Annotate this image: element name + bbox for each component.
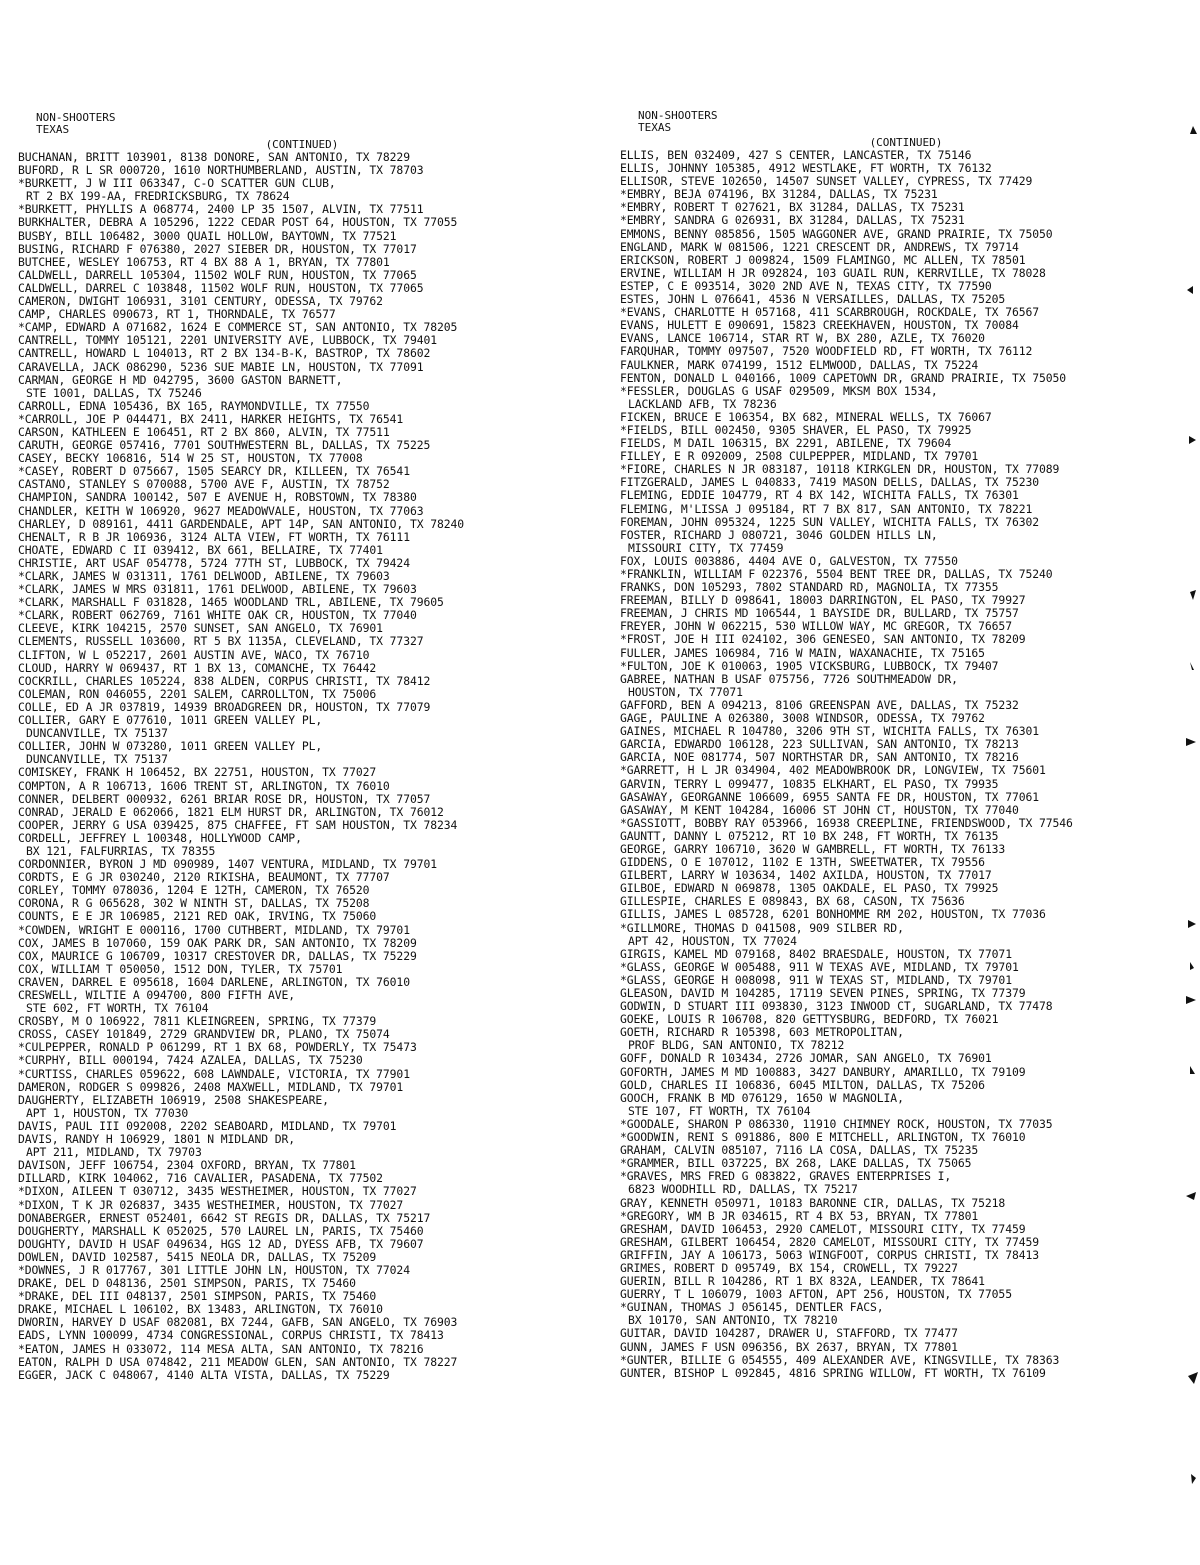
directory-entry: COLLIER, GARY E 077610, 1011 GREEN VALLEY PL,: [18, 713, 323, 728]
directory-entry: FITZGERALD, JAMES L 040833, 7419 MASON DELLS, DALLAS, TX 75230: [620, 475, 1039, 490]
directory-entry: CANTRELL, TOMMY 105121, 2201 UNIVERSITY AVE, LUBBOCK, TX 79401: [18, 333, 437, 348]
directory-entry: GABREE, NATHAN B USAF 075756, 7726 SOUTHMEADOW DR,: [620, 671, 958, 686]
right-header: [620, 110, 1192, 134]
directory-entry: STE 1001, DALLAS, TX 75246: [26, 385, 202, 400]
directory-entry: GRAHAM, CALVIN 085107, 7116 LA COSA, DALLAS, TX 75235: [620, 1143, 979, 1158]
directory-entry: FOX, LOUIS 003886, 4404 AVE O, GALVESTON, TX 77550: [620, 553, 958, 568]
directory-entry: *GARRETT, H L JR 034904, 402 MEADOWBROOK DR, LONGVIEW, TX 75601: [620, 763, 1046, 778]
directory-entry: *CLARK, JAMES W 031311, 1761 DELWOOD, ABILENE, TX 79603: [18, 569, 390, 583]
directory-entry: *GASSIOTT, BOBBY RAY 053966, 16938 CREEPLINE, FRIENDSWOOD, TX 77546: [620, 815, 1073, 830]
directory-entry: COOPER, JERRY G USA 039425, 875 CHAFFEE, FT SAM HOUSTON, TX 78234: [18, 817, 458, 832]
directory-entry: CROSS, CASEY 101849, 2729 GRANDVIEW DR, PLANO, TX 75074: [18, 1027, 390, 1042]
directory-entry: GRIMES, ROBERT D 095749, BX 154, CROWELL, TX 79227: [620, 1260, 958, 1275]
directory-entry: EVANS, HULETT E 090691, 15823 CREEKHAVEN, HOUSTON, TX 70084: [620, 318, 1019, 333]
directory-entry: GRESHAM, GILBERT 106454, 2820 CAMELOT, MISSOURI CITY, TX 77459: [620, 1234, 1039, 1249]
directory-entry: CLEMENTS, RUSSELL 103600, RT 5 BX 1135A, CLEVELAND, TX 77327: [18, 634, 424, 649]
directory-entry: DRAKE, MICHAEL L 106102, BX 13483, ARLINGTON, TX 76010: [18, 1302, 383, 1317]
directory-entry: HOUSTON, TX 77071: [628, 684, 743, 699]
margin-arrow-mark: [1189, 436, 1196, 444]
directory-entry: *CURPHY, BILL 000194, 7424 AZALEA, DALLAS, TX 75230: [18, 1053, 363, 1068]
directory-entry: GAUNTT, DANNY L 075212, RT 10 BX 248, FT WORTH, TX 76135: [620, 828, 999, 843]
margin-arrow-mark: [1186, 738, 1196, 746]
section-title: NON-SHOOTERS: [36, 111, 116, 124]
directory-entry: CHAMPION, SANDRA 100142, 507 E AVENUE H, ROBSTOWN, TX 78380: [18, 490, 417, 505]
directory-entry: CAMP, CHARLES 090673, RT 1, THORNDALE, TX 76577: [18, 307, 336, 322]
directory-entry: EADS, LYNN 100099, 4734 CONGRESSIONAL, CORPUS CHRISTI, TX 78413: [18, 1328, 444, 1343]
directory-entry: BX 121, FALFURRIAS, TX 78355: [26, 843, 216, 858]
directory-entry: FLEMING, M'LISSA J 095184, RT 7 BX 817, SAN ANTONIO, TX 78221: [620, 501, 1033, 516]
directory-entry: GUITAR, DAVID 104287, DRAWER U, STAFFORD, TX 77477: [620, 1326, 958, 1341]
directory-entry: *GRAMMER, BILL 037225, BX 268, LAKE DALLAS, TX 75065: [620, 1156, 972, 1171]
directory-entry: GRIFFIN, JAY A 106173, 5063 WINGFOOT, CORPUS CHRISTI, TX 78413: [620, 1247, 1039, 1262]
directory-entry: DOWLEN, DAVID 102587, 5415 NEOLA DR, DALLAS, TX 75209: [18, 1249, 377, 1264]
left-header: [18, 112, 586, 136]
directory-entry: GUERIN, BILL R 104286, RT 1 BX 832A, LEANDER, TX 78641: [620, 1274, 985, 1289]
directory-entry: GUERRY, T L 106079, 1003 AFTON, APT 256, HOUSTON, TX 77055: [620, 1287, 1012, 1302]
directory-entry: BX 10170, SAN ANTONIO, TX 78210: [628, 1313, 838, 1328]
directory-entry: CALDWELL, DARRELL 105304, 11502 WOLF RUN, HOUSTON, TX 77065: [18, 267, 417, 282]
margin-arrow-mark: [1188, 920, 1196, 928]
directory-entry: DONABERGER, ERNEST 052401, 6642 ST REGIS DR, DALLAS, TX 75217: [18, 1210, 431, 1225]
directory-entry: GOFORTH, JAMES M MD 100883, 3427 DANBURY, AMARILLO, TX 79109: [620, 1064, 1026, 1079]
directory-entry: *GUNTER, BILLIE G 054555, 409 ALEXANDER AVE, KINGSVILLE, TX 78363: [620, 1352, 1060, 1367]
directory-entry: BUSBY, BILL 106482, 3000 QUAIL HOLLOW, BAYTOWN, TX 77521: [18, 228, 397, 243]
directory-entry: DAVISON, JEFF 106754, 2304 OXFORD, BRYAN, TX 77801: [18, 1158, 356, 1173]
margin-arrow-mark: [1187, 286, 1193, 294]
directory-entry: MISSOURI CITY, TX 77459: [628, 540, 784, 555]
margin-arrow-mark: [1191, 1474, 1196, 1484]
directory-entry: DAUGHERTY, ELIZABETH 106919, 2508 SHAKESPEARE,: [18, 1092, 329, 1107]
scan-margin-marks: [1184, 0, 1200, 1565]
directory-entry: DOUGHTY, DAVID H USAF 049634, HGS 12 AD, DYESS AFB, TX 79607: [18, 1236, 424, 1251]
directory-entry: CORLEY, TOMMY 078036, 1204 E 12TH, CAMERON, TX 76520: [18, 883, 370, 898]
directory-entry: FLEMING, EDDIE 104779, RT 4 BX 142, WICHITA FALLS, TX 76301: [620, 488, 1019, 503]
directory-entry: CARROLL, EDNA 105436, BX 165, RAYMONDVILLE, TX 77550: [18, 398, 370, 413]
directory-entry: GODWIN, D STUART III 093830, 3123 INWOOD CT, SUGARLAND, TX 77478: [620, 999, 1053, 1014]
directory-entry: *FIORE, CHARLES N JR 083187, 10118 KIRKGLEN DR, HOUSTON, TX 77089: [620, 462, 1060, 477]
directory-entry: FREEMAN, BILLY D 098641, 18003 DARRINGTON, EL PASO, TX 79927: [620, 593, 1026, 608]
directory-entry: FARQUHAR, TOMMY 097507, 7520 WOODFIELD RD, FT WORTH, TX 76112: [620, 344, 1033, 359]
directory-entry: COUNTS, E E JR 106985, 2121 RED OAK, IRVING, TX 75060: [18, 909, 377, 924]
directory-entry: GIRGIS, KAMEL MD 079168, 8402 BRAESDALE, HOUSTON, TX 77071: [620, 946, 1012, 961]
directory-entry: CORDTS, E G JR 030240, 2120 RIKISHA, BEAUMONT, TX 77707: [18, 870, 390, 885]
right-column: [620, 110, 1192, 1380]
directory-entry: COLEMAN, RON 046055, 2201 SALEM, CARROLLTON, TX 75006: [18, 686, 377, 701]
directory-entry: ENGLAND, MARK W 081506, 1221 CRESCENT DR, ANDREWS, TX 79714: [620, 239, 1019, 254]
directory-entry: CORONA, R G 065628, 302 W NINTH ST, DALLAS, TX 75208: [18, 896, 370, 911]
directory-entry: CONNER, DELBERT 000932, 6261 BRIAR ROSE DR, HOUSTON, TX 77057: [18, 791, 431, 806]
directory-entry: CHENALT, R B JR 106936, 3124 ALTA VIEW, FT WORTH, TX 76111: [18, 529, 410, 544]
directory-entry: *FIELDS, BILL 002450, 9305 SHAVER, EL PASO, TX 79925: [620, 422, 972, 437]
directory-entry: FREYER, JOHN W 062215, 530 WILLOW WAY, MC GREGOR, TX 76657: [620, 619, 1012, 634]
directory-entry: *EMBRY, ROBERT T 027621, BX 31284, DALLAS, TX 75231: [620, 200, 965, 215]
margin-arrow-mark: [1186, 1192, 1196, 1200]
directory-entry: DUNCANVILLE, TX 75137: [26, 726, 168, 741]
directory-entry: *CLARK, MARSHALL F 031828, 1465 WOODLAND TRL, ABILENE, TX 79605: [18, 595, 444, 610]
directory-entry: DAMERON, RODGER S 099826, 2408 MAXWELL, MIDLAND, TX 79701: [18, 1079, 404, 1094]
directory-entry: CLEEVE, KIRK 104215, 2570 SUNSET, SAN ANGELO, TX 76901: [18, 621, 383, 636]
directory-entry: *EMBRY, SANDRA G 026931, BX 31284, DALLAS, TX 75231: [620, 213, 965, 228]
directory-entry: *EMBRY, BEJA 074196, BX 31284, DALLAS, TX 75231: [620, 187, 938, 202]
directory-entry: GOFF, DONALD R 103434, 2726 JOMAR, SAN ANGELO, TX 76901: [620, 1051, 992, 1066]
directory-entry: STE 602, FT WORTH, TX 76104: [26, 1001, 209, 1016]
directory-entry: COMISKEY, FRANK H 106452, BX 22751, HOUSTON, TX 77027: [18, 765, 377, 780]
directory-entry: FULLER, JAMES 106984, 716 W MAIN, WAXANACHIE, TX 75165: [620, 645, 985, 660]
directory-entry: ERICKSON, ROBERT J 009824, 1509 FLAMINGO, MC ALLEN, TX 78501: [620, 252, 1026, 267]
directory-entry: GARVIN, TERRY L 099477, 10835 ELKHART, EL PASO, TX 79935: [620, 776, 999, 791]
directory-entry: GAFFORD, BEN A 094213, 8106 GREENSPAN AVE, DALLAS, TX 75232: [620, 697, 1019, 712]
directory-entry: FRANKS, DON 105293, 7802 STANDARD RD, MAGNOLIA, TX 77355: [620, 580, 999, 595]
directory-entry: CAMERON, DWIGHT 106931, 3101 CENTURY, ODESSA, TX 79762: [18, 294, 383, 309]
margin-arrow-mark: [1190, 962, 1194, 970]
directory-entry: PROF BLDG, SAN ANTONIO, TX 78212: [628, 1038, 845, 1053]
directory-entry: CANTRELL, HOWARD L 104013, RT 2 BX 134-B-K, BASTROP, TX 78602: [18, 346, 431, 361]
directory-entry: CARUTH, GEORGE 057416, 7701 SOUTHWESTERN BL, DALLAS, TX 75225: [18, 438, 431, 453]
directory-entry: COX, MAURICE G 106709, 10317 CRESTOVER DR, DALLAS, TX 75229: [18, 948, 417, 963]
directory-entry: *CLARK, JAMES W MRS 031811, 1761 DELWOOD, ABILENE, TX 79603: [18, 582, 417, 597]
directory-entry: *BURKETT, J W III 063347, C-O SCATTER GUN CLUB,: [18, 176, 336, 191]
directory-entry: GILBERT, LARRY W 103634, 1402 AXILDA, HOUSTON, TX 77017: [620, 868, 992, 883]
directory-entry: CHOATE, EDWARD C II 039412, BX 661, BELLAIRE, TX 77401: [18, 542, 383, 557]
directory-entry: *EATON, JAMES H 033072, 114 MESA ALTA, SAN ANTONIO, TX 78216: [18, 1341, 424, 1356]
directory-entry: *GILLMORE, THOMAS D 041508, 909 SILBER RD,: [620, 920, 904, 935]
directory-entry: DRAKE, DEL D 048136, 2501 SIMPSON, PARIS, TX 75460: [18, 1276, 356, 1291]
directory-entry: FENTON, DONALD L 040166, 1009 CAPETOWN DR, GRAND PRAIRIE, TX 75050: [620, 370, 1067, 385]
directory-entry: GARCIA, EDWARDO 106128, 223 SULLIVAN, SAN ANTONIO, TX 78213: [620, 737, 1019, 752]
directory-entry: COX, WILLIAM T 050050, 1512 DON, TYLER, TX 75701: [18, 961, 343, 976]
margin-arrow-mark: [1190, 126, 1197, 134]
directory-entry: APT 1, HOUSTON, TX 77030: [26, 1105, 189, 1120]
directory-entry: CORDELL, JEFFREY L 100348, HOLLYWOOD CAMP,: [18, 830, 302, 845]
margin-arrow-mark: [1190, 662, 1194, 670]
directory-entry: CLOUD, HARRY W 069437, RT 1 BX 13, COMANCHE, TX 76442: [18, 660, 377, 675]
section-title: NON-SHOOTERS: [638, 109, 718, 122]
directory-entry: BUTCHEE, WESLEY 106753, RT 4 BX 88 A 1, BRYAN, TX 77801: [18, 254, 390, 269]
directory-entry: FAULKNER, MARK 074199, 1512 ELMWOOD, DALLAS, TX 75224: [620, 357, 979, 372]
directory-entry: GASAWAY, M KENT 104284, 16006 ST JOHN CT, HOUSTON, TX 77040: [620, 802, 1019, 817]
directory-entry: FICKEN, BRUCE E 106354, BX 682, MINERAL WELLS, TX 76067: [620, 409, 992, 424]
directory-entry: *GLASS, GEORGE W 005488, 911 W TEXAS AVE, MIDLAND, TX 79701: [620, 959, 1019, 974]
directory-entry: ELLIS, JOHNNY 105385, 4912 WESTLAKE, FT WORTH, TX 76132: [620, 161, 992, 176]
directory-entry: CARMAN, GEORGE H MD 042795, 3600 GASTON BARNETT,: [18, 372, 343, 387]
directory-entry: GUNN, JAMES F USN 096356, BX 2637, BRYAN, TX 77801: [620, 1339, 958, 1354]
directory-entry: COLLE, ED A JR 037819, 14939 BROADGREEN DR, HOUSTON, TX 77079: [18, 699, 431, 714]
directory-entry: CONRAD, JERALD E 062066, 1821 ELM HURST DR, ARLINGTON, TX 76012: [18, 804, 444, 819]
directory-entry: CASTANO, STANLEY S 070088, 5700 AVE F, AUSTIN, TX 78752: [18, 477, 390, 492]
directory-entry: *DOWNES, J R 017767, 301 LITTLE JOHN LN, HOUSTON, TX 77024: [18, 1262, 410, 1277]
directory-entry: BUFORD, R L SR 000720, 1610 NORTHUMBERLAND, AUSTIN, TX 78703: [18, 163, 424, 178]
directory-entry: CASEY, BECKY 106816, 514 W 25 ST, HOUSTON, TX 77008: [18, 451, 363, 466]
left-column: [18, 112, 586, 1382]
entry-list: [620, 149, 1192, 1380]
directory-entry: *CURTISS, CHARLES 059622, 608 LAWNDALE, VICTORIA, TX 77901: [18, 1066, 410, 1081]
directory-entry: GILLIS, JAMES L 085728, 6201 BONHOMME RM 202, HOUSTON, TX 77036: [620, 907, 1046, 922]
directory-entry: DOUGHERTY, MARSHALL K 052025, 570 LAUREL LN, PARIS, TX 75460: [18, 1223, 424, 1238]
directory-entry: *FROST, JOE H III 024102, 306 GENESEO, SAN ANTONIO, TX 78209: [620, 632, 1026, 647]
directory-entry: *CLARK, ROBERT 062769, 7161 WHITE OAK CR, HOUSTON, TX 77040: [18, 608, 417, 623]
directory-entry: GOETH, RICHARD R 105398, 603 METROPOLITAN,: [620, 1025, 904, 1040]
directory-entry: *CARROLL, JOE P 044471, BX 2411, HARKER HEIGHTS, TX 76541: [18, 411, 404, 426]
directory-entry: FIELDS, M DAIL 106315, BX 2291, ABILENE, TX 79604: [620, 436, 952, 451]
directory-entry: GIDDENS, O E 107012, 1102 E 13TH, SWEETWATER, TX 79556: [620, 855, 985, 870]
directory-entry: *DRAKE, DEL III 048137, 2501 SIMPSON, PARIS, TX 75460: [18, 1289, 377, 1304]
directory-entry: GILLESPIE, CHARLES E 089843, BX 68, CASON, TX 75636: [620, 894, 965, 909]
state-title: TEXAS: [638, 121, 672, 134]
directory-entry: CORDONNIER, BYRON J MD 090989, 1407 VENTURA, MIDLAND, TX 79701: [18, 857, 437, 872]
directory-entry: GUNTER, BISHOP L 092845, 4816 SPRING WILLOW, FT WORTH, TX 76109: [620, 1365, 1046, 1380]
directory-entry: EGGER, JACK C 048067, 4140 ALTA VISTA, DALLAS, TX 75229: [18, 1367, 390, 1382]
directory-entry: *DIXON, T K JR 026837, 3435 WESTHEIMER, HOUSTON, TX 77027: [18, 1197, 404, 1212]
directory-entry: GILBOE, EDWARD N 069878, 1305 OAKDALE, EL PASO, TX 79925: [620, 881, 999, 896]
directory-entry: BUCHANAN, BRITT 103901, 8138 DONORE, SAN ANTONIO, TX 78229: [18, 150, 410, 164]
directory-entry: APT 42, HOUSTON, TX 77024: [628, 933, 797, 948]
directory-entry: *CASEY, ROBERT D 075667, 1505 SEARCY DR, KILLEEN, TX 76541: [18, 464, 410, 479]
directory-entry: CROSBY, M O 106922, 7811 KLEINGREEN, SPRING, TX 77379: [18, 1014, 377, 1029]
directory-entry: *GUINAN, THOMAS J 056145, DENTLER FACS,: [620, 1300, 884, 1315]
directory-entry: *CAMP, EDWARD A 071682, 1624 E COMMERCE ST, SAN ANTONIO, TX 78205: [18, 320, 458, 335]
directory-entry: STE 107, FT WORTH, TX 76104: [628, 1103, 811, 1118]
directory-entry: ESTEP, C E 093514, 3020 2ND AVE N, TEXAS CITY, TX 77590: [620, 278, 992, 293]
directory-entry: ERVINE, WILLIAM H JR 092824, 103 GUAIL RUN, KERRVILLE, TX 78028: [620, 265, 1046, 280]
directory-entry: FREEMAN, J CHRIS MD 106544, 1 BAYSIDE DR, BULLARD, TX 75757: [620, 606, 1019, 621]
directory-entry: COCKRILL, CHARLES 105224, 838 ALDEN, CORPUS CHRISTI, TX 78412: [18, 673, 431, 688]
directory-entry: EMMONS, BENNY 085856, 1505 WAGGONER AVE, GRAND PRAIRIE, TX 75050: [620, 226, 1053, 241]
directory-entry: *GOODWIN, RENI S 091886, 800 E MITCHELL, ARLINGTON, TX 76010: [620, 1130, 1026, 1145]
directory-entry: DAVIS, PAUL III 092008, 2202 SEABOARD, MIDLAND, TX 79701: [18, 1118, 397, 1133]
margin-arrow-mark: [1190, 590, 1196, 600]
directory-entry: APT 211, MIDLAND, TX 79703: [26, 1145, 202, 1160]
directory-entry: ESTES, JOHN L 076641, 4536 N VERSAILLES, DALLAS, TX 75205: [620, 292, 1006, 307]
directory-entry: GARCIA, NOE 081774, 507 NORTHSTAR DR, SAN ANTONIO, TX 78216: [620, 750, 1019, 765]
directory-entry: CRAVEN, DARREL E 095618, 1604 DARLENE, ARLINGTON, TX 76010: [18, 974, 410, 989]
directory-entry: CRESWELL, WILTIE A 094700, 800 FIFTH AVE,: [18, 988, 296, 1002]
directory-entry: GOLD, CHARLES II 106836, 6045 MILTON, DALLAS, TX 75206: [620, 1077, 985, 1092]
directory-entry: *BURKETT, PHYLLIS A 068774, 2400 LP 35 1507, ALVIN, TX 77511: [18, 202, 424, 217]
directory-entry: CHANDLER, KEITH W 106920, 9627 MEADOWVALE, HOUSTON, TX 77063: [18, 503, 424, 518]
directory-entry: 6823 WOODHILL RD, DALLAS, TX 75217: [628, 1182, 858, 1197]
directory-entry: *EVANS, CHARLOTTE H 057168, 411 SCARBROUGH, ROCKDALE, TX 76567: [620, 305, 1039, 320]
directory-entry: GOEKE, LOUIS R 106708, 820 GETTYSBURG, BEDFORD, TX 76021: [620, 1012, 999, 1027]
directory-entry: COX, JAMES B 107060, 159 OAK PARK DR, SAN ANTONIO, TX 78209: [18, 935, 417, 950]
directory-entry: RT 2 BX 199-AA, FREDRICKSBURG, TX 78624: [26, 189, 290, 204]
margin-arrow-mark: [1186, 996, 1196, 1004]
directory-entry: *FESSLER, DOUGLAS G USAF 029509, MKSM BOX 1534,: [620, 383, 938, 398]
directory-entry: GLEASON, DAVID M 104285, 17119 SEVEN PINES, SPRING, TX 77379: [620, 986, 1026, 1000]
state-title: TEXAS: [36, 123, 70, 136]
directory-entry: *CULPEPPER, RONALD P 061299, RT 1 BX 68, POWDERLY, TX 75473: [18, 1040, 417, 1055]
continued-label: (CONTINUED): [265, 138, 339, 151]
directory-entry: EATON, RALPH D USA 074842, 211 MEADOW GLEN, SAN ANTONIO, TX 78227: [18, 1354, 458, 1369]
directory-entry: GRAY, KENNETH 050971, 10183 BARONNE CIR, DALLAS, TX 75218: [620, 1195, 1006, 1210]
directory-entry: CARSON, KATHLEEN E 106451, RT 2 BX 860, ALVIN, TX 77511: [18, 424, 390, 439]
directory-entry: CLIFTON, W L 052217, 2601 AUSTIN AVE, WACO, TX 76710: [18, 647, 370, 662]
directory-entry: CHRISTIE, ART USAF 054778, 5724 77TH ST, LUBBOCK, TX 79424: [18, 555, 410, 570]
directory-entry: GASAWAY, GEORGANNE 106609, 6955 SANTA FE DR, HOUSTON, TX 77061: [620, 789, 1039, 804]
margin-arrow-mark: [1188, 1372, 1198, 1384]
directory-entry: CARAVELLA, JACK 086290, 5236 SUE MABIE LN, HOUSTON, TX 77091: [18, 359, 424, 374]
directory-entry: COMPTON, A R 106713, 1606 TRENT ST, ARLINGTON, TX 76010: [18, 778, 390, 793]
directory-entry: FOREMAN, JOHN 095324, 1225 SUN VALLEY, WICHITA FALLS, TX 76302: [620, 514, 1039, 529]
directory-entry: DWORIN, HARVEY D USAF 082081, BX 7244, GAFB, SAN ANGELO, TX 76903: [18, 1315, 458, 1330]
margin-arrow-mark: [1190, 1066, 1195, 1074]
directory-entry: *GREGORY, WM B JR 034615, RT 4 BX 53, BRYAN, TX 77801: [620, 1208, 979, 1223]
directory-entry: LACKLAND AFB, TX 78236: [628, 396, 777, 411]
directory-entry: BUSING, RICHARD F 076380, 2027 SIEBER DR, HOUSTON, TX 77017: [18, 241, 417, 256]
directory-entry: ELLISOR, STEVE 102650, 14507 SUNSET VALLEY, CYPRESS, TX 77429: [620, 174, 1033, 189]
directory-entry: DUNCANVILLE, TX 75137: [26, 752, 168, 767]
directory-entry: *GOODALE, SHARON P 086330, 11910 CHIMNEY ROCK, HOUSTON, TX 77035: [620, 1116, 1053, 1131]
directory-entry: DILLARD, KIRK 104062, 716 CAVALIER, PASADENA, TX 77502: [18, 1171, 383, 1186]
directory-entry: CHARLEY, D 089161, 4411 GARDENDALE, APT 14P, SAN ANTONIO, TX 78240: [18, 516, 465, 531]
directory-entry: COLLIER, JOHN W 073280, 1011 GREEN VALLEY PL,: [18, 739, 323, 754]
directory-entry: CALDWELL, DARREL C 103848, 11502 WOLF RUN, HOUSTON, TX 77065: [18, 280, 424, 295]
directory-entry: BURKHALTER, DEBRA A 105296, 1222 CEDAR POST 64, HOUSTON, TX 77055: [18, 215, 458, 230]
directory-entry: *FRANKLIN, WILLIAM F 022376, 5504 BENT TREE DR, DALLAS, TX 75240: [620, 567, 1053, 581]
directory-entry: GRESHAM, DAVID 106453, 2920 CAMELOT, MISSOURI CITY, TX 77459: [620, 1221, 1026, 1236]
directory-entry: GAINES, MICHAEL R 104780, 3206 9TH ST, WICHITA FALLS, TX 76301: [620, 724, 1039, 739]
directory-entry: *GLASS, GEORGE H 008098, 911 W TEXAS ST, MIDLAND, TX 79701: [620, 972, 1012, 987]
directory-entry: *DIXON, AILEEN T 030712, 3435 WESTHEIMER, HOUSTON, TX 77027: [18, 1184, 417, 1199]
directory-entry: *GRAVES, MRS FRED G 083822, GRAVES ENTERPRISES I,: [620, 1169, 952, 1184]
directory-entry: GOOCH, FRANK B MD 076129, 1650 W MAGNOLIA,: [620, 1090, 904, 1105]
directory-entry: GAGE, PAULINE A 026380, 3008 WINDSOR, ODESSA, TX 79762: [620, 711, 985, 726]
directory-entry: FOSTER, RICHARD J 080721, 3046 GOLDEN HILLS LN,: [620, 527, 938, 542]
directory-entry: DAVIS, RANDY H 106929, 1801 N MIDLAND DR,: [18, 1132, 296, 1147]
directory-entry: ELLIS, BEN 032409, 427 S CENTER, LANCASTER, TX 75146: [620, 148, 972, 162]
directory-entry: *COWDEN, WRIGHT E 000116, 1700 CUTHBERT, MIDLAND, TX 79701: [18, 922, 410, 937]
directory-entry: *FULTON, JOE K 010063, 1905 VICKSBURG, LUBBOCK, TX 79407: [620, 658, 999, 673]
directory-entry: FILLEY, E R 092009, 2508 CULPEPPER, MIDLAND, TX 79701: [620, 449, 979, 464]
directory-entry: EVANS, LANCE 106714, STAR RT W, BX 280, AZLE, TX 76020: [620, 331, 985, 346]
entry-list: [18, 151, 586, 1382]
directory-entry: GEORGE, GARRY 106710, 3620 W GAMBRELL, FT WORTH, TX 76133: [620, 841, 1006, 856]
continued-label: (CONTINUED): [869, 136, 943, 149]
